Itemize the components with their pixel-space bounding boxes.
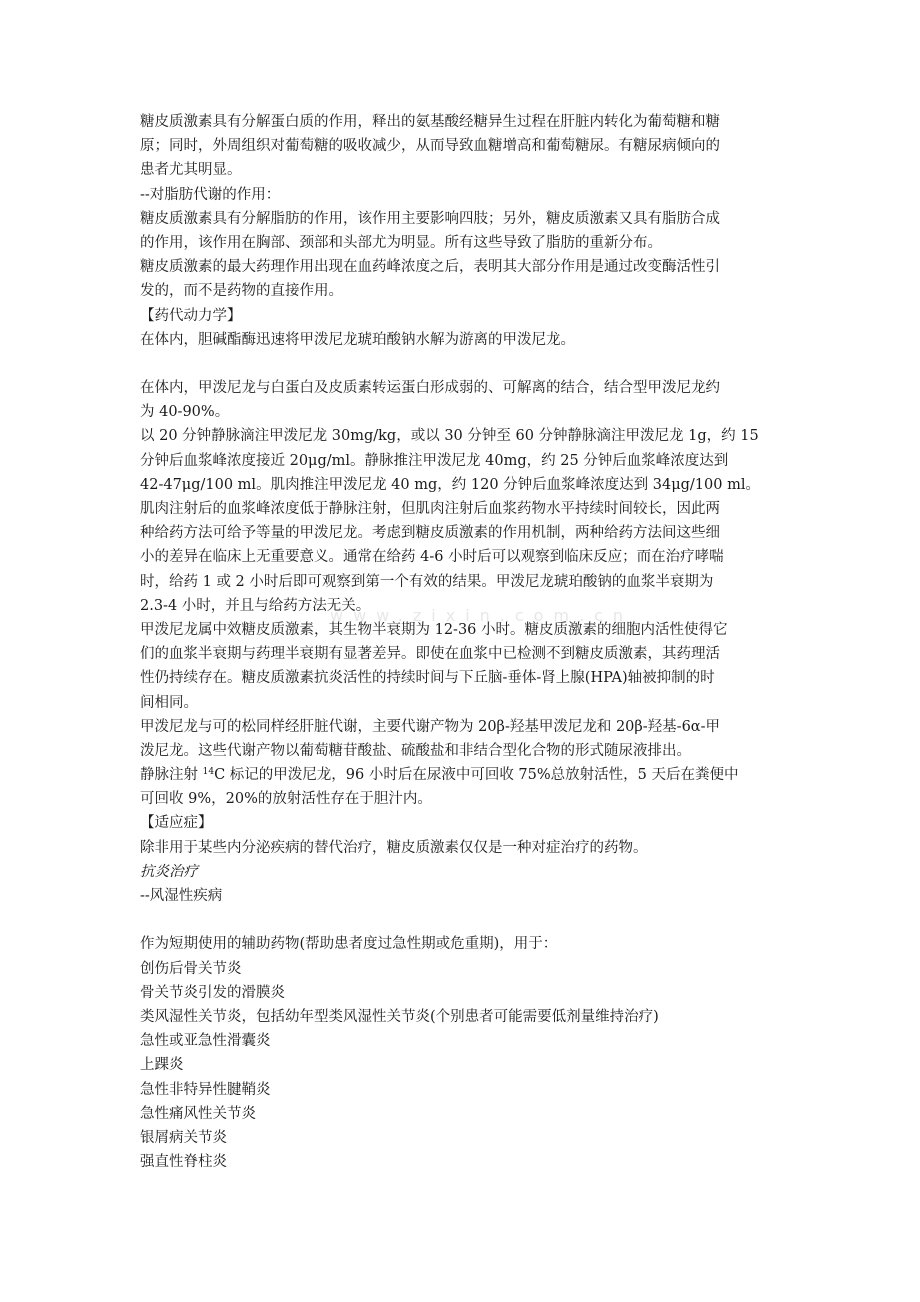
paragraph-fat-metabolism [140,207,794,255]
text-line: 可回收 9%，20%的放射活性存在于胆汁内。 [140,791,432,808]
blank-line [140,908,794,932]
isotope-mass-number: 14 [202,767,215,778]
pharmacokinetics-heading: 【药代动力学】 [140,307,242,324]
text-line: 小的差异在临床上无重要意义。通常在给药 4-6 小时后可以观察到临床反应；而在治疗哮喘 [140,549,724,566]
text-line: 糖皮质激素具有分解脂肪的作用，该作用主要影响四肢；另外，糖皮质激素又具有脂肪合成 [140,210,720,227]
list-item: 上踝炎 [140,1057,184,1074]
text-line: 肌肉注射后的血浆峰浓度低于静脉注射，但肌肉注射后血浆药物水平持续时间较长，因此两 [140,501,720,517]
text-line: 时，给药 1 或 2 小时后即可观察到第一个有效的结果。甲泼尼龙琥珀酸钠的血浆半衰期为 [140,573,714,590]
fat-metabolism-heading: --对脂肪代谢的作用： [140,186,281,203]
list-item: 骨关节炎引发的滑膜炎 [140,984,285,1001]
paragraph-indication-intro: 除非用于某些内分泌疾病的替代治疗，糖皮质激素仅仅是一种对症治疗的药物。 [140,839,648,856]
list-item: 急性或亚急性滑囊炎 [140,1033,271,1050]
watermark: www.zixin.com.cn [330,606,634,625]
text-line: 在体内，甲泼尼龙与白蛋白及皮质素转运蛋白形成弱的、可解离的结合，结合型甲泼尼龙约 [140,380,720,397]
text-line: 性仍持续存在。糖皮质激素抗炎活性的持续时间与下丘脑-垂体-肾上腺(HPA)轴被抑制的时 [140,670,715,687]
text-line: 2.3-4 小时，并且与给药方法无关。 [140,597,371,614]
text-line: 糖皮质激素具有分解蛋白质的作用，释出的氨基酸经糖异生过程在肝脏内转化为葡萄糖和糖 [140,114,720,130]
paragraph-adjunct-use: 作为短期使用的辅助药物(帮助患者度过急性期或危重期)，用于： [140,936,558,953]
paragraph-carbohydrate-metabolism [140,110,794,183]
text-line: 种给药方法可给予等量的甲泼尼龙。考虑到糖皮质激素的作用机制，两种给药方法间这些细 [140,525,720,542]
paragraph-intramuscular [140,497,794,618]
text-line: 的作用，该作用在胸部、颈部和头部尤为明显。所有这些导致了脂肪的重新分布。 [140,234,662,251]
paragraph-hydrolysis: 在体内，胆碱酯酶迅速将甲泼尼龙琥珀酸钠水解为游离的甲泼尼龙。 [140,331,575,348]
list-item: 类风湿性关节炎，包括幼年型类风湿性关节炎(个别患者可能需要低剂量维持治疗) [140,1008,659,1025]
text-line [140,763,794,787]
text-line: 分钟后血浆峰浓度接近 20μg/ml。静脉推注甲泼尼龙 40mg，约 25 分钟后血浆峰浓度达到 [140,452,729,469]
text-line: 糖皮质激素的最大药理作用出现在血药峰浓度之后，表明其大部分作用是通过改变酶活性引 [140,259,720,276]
list-item: 银屑病关节炎 [140,1129,227,1146]
text-line: 患者尤其明显。 [140,162,242,179]
list-item: 急性非特异性腱鞘炎 [140,1081,271,1098]
paragraph-radioactivity [140,763,794,811]
text-line: 42-47μg/100 ml。肌肉推注甲泼尼龙 40 mg，约 120 分钟后血浆峰浓度达到 34μg/100 ml。 [140,476,760,493]
text-line: 为 40-90%。 [140,404,230,421]
paragraph-protein-binding [140,376,794,424]
text-line: 原；同时，外周组织对葡萄糖的吸收减少，从而导致血糖增高和葡萄糖尿。有糖尿病倾向的 [140,138,720,155]
list-item: 强直性脊柱炎 [140,1154,227,1171]
text-line: 甲泼尼龙属中效糖皮质激素，其生物半衰期为 12-36 小时。糖皮质激素的细胞内活性使得它 [140,621,728,638]
anti-inflammatory-heading: 抗炎治疗 [140,863,198,880]
radio-text-before: 静脉注射 [140,767,203,784]
text-line: 以 20 分钟静脉滴注甲泼尼龙 30mg/kg，或以 30 分钟至 60 分钟静脉滴注甲泼尼龙 1g，约 15 [140,428,759,445]
blank-line [140,352,794,376]
paragraph-half-life [140,618,794,715]
text-line: 泼尼龙。这些代谢产物以葡萄糖苷酸盐、硫酸盐和非结合型化合物的形式随尿液排出。 [140,742,691,759]
text-line: 甲泼尼龙与可的松同样经肝脏代谢，主要代谢产物为 20β-羟基甲泼尼龙和 20β-羟基-6α-甲 [140,718,720,735]
text-line: 们的血浆半衰期与药理半衰期有显著差异。即使在血浆中已检测不到糖皮质激素，其药理活 [140,646,720,663]
paragraph-plasma-concentration [140,424,794,497]
indications-heading: 【适应症】 [140,815,213,832]
list-item: 创伤后骨关节炎 [140,960,242,977]
text-line: 发的，而不是药物的直接作用。 [140,283,343,300]
text-line: 间相同。 [140,694,198,711]
document-body [140,110,794,1174]
rheumatic-disease-heading: --风湿性疾病 [140,888,223,904]
conditions-list [140,957,794,1175]
paragraph-metabolism [140,715,794,763]
paragraph-pharmacological-effect [140,255,794,303]
list-item: 急性痛风性关节炎 [140,1105,256,1122]
radio-text-after: C 标记的甲泼尼龙，96 小时后在尿液中可回收 75%总放射活性，5 天后在粪便中 [214,767,739,784]
